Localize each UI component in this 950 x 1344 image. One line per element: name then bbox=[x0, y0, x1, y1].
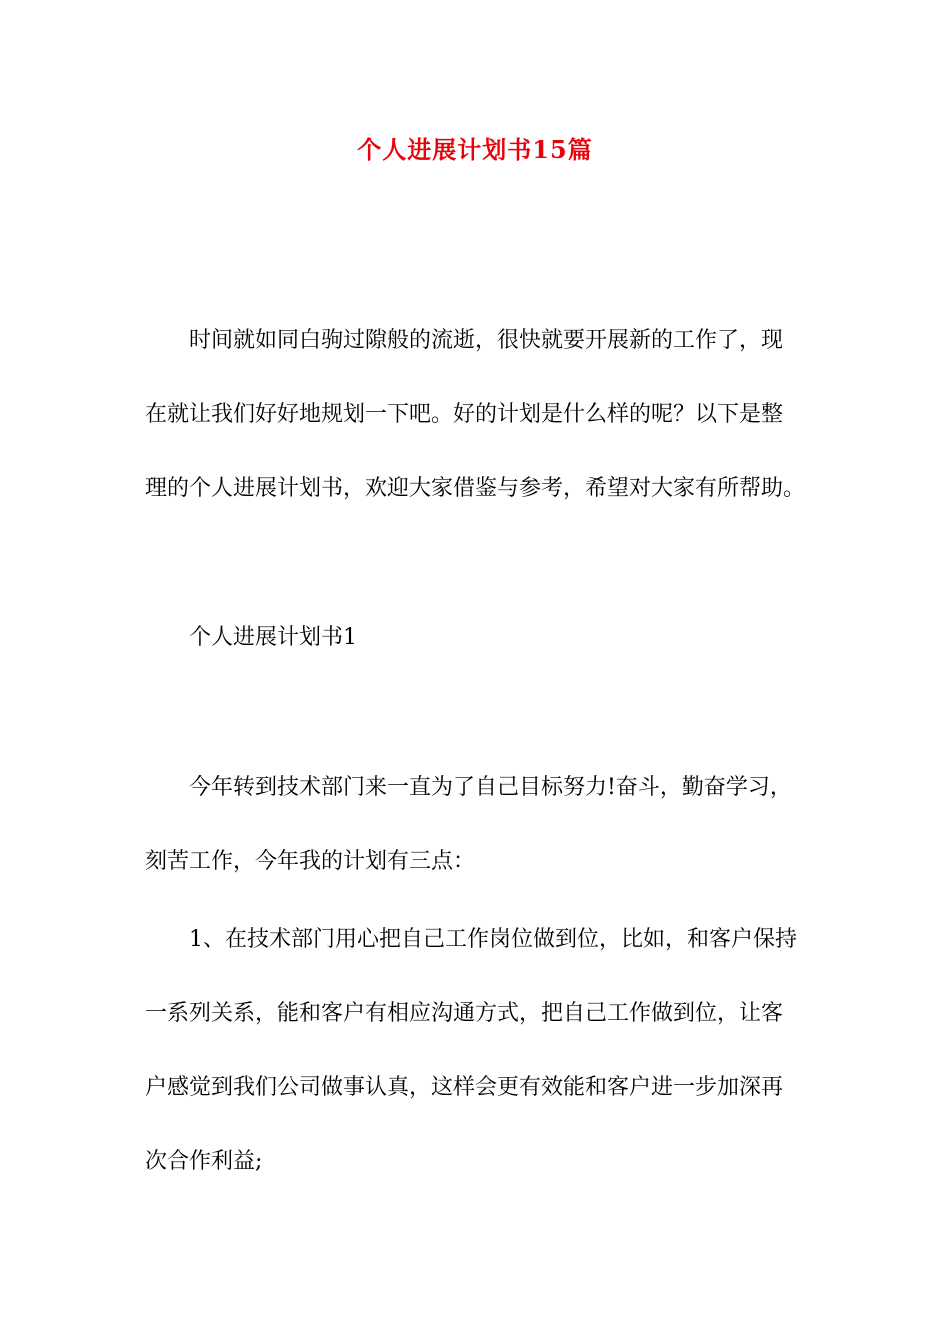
intro-paragraph bbox=[145, 304, 810, 526]
body-paragraph-2-line-3: 户感觉到我们公司做事认真，这样会更有效能和客户进一步加深再 bbox=[145, 1075, 784, 1100]
document-title: 个人进展计划书15篇 bbox=[357, 135, 593, 164]
body-paragraph-2 bbox=[145, 903, 810, 1199]
body-paragraph-1-line-2: 刻苦工作，今年我的计划有三点： bbox=[145, 849, 476, 874]
section-heading-block bbox=[145, 601, 810, 675]
intro-line-3: 理的个人进展计划书，欢迎大家借鉴与参考，希望对大家有所帮助。 bbox=[145, 476, 806, 501]
body-paragraph-1-line-1: 今年转到技术部门来一直为了自己目标努力!奋斗，勤奋学习， bbox=[189, 775, 792, 800]
body-paragraph-2-line-4: 次合作利益; bbox=[145, 1149, 263, 1174]
intro-line-2: 在就让我们好好地规划一下吧。好的计划是什么样的呢？以下是整 bbox=[145, 402, 784, 427]
body-paragraph-2-line-1: 1、在技术部门用心把自己工作岗位做到位，比如，和客户保持 bbox=[189, 927, 797, 952]
body-paragraph-2-line-2: 一系列关系，能和客户有相应沟通方式，把自己工作做到位，让客 bbox=[145, 1001, 784, 1026]
body-paragraph-1 bbox=[145, 751, 810, 899]
section-heading: 个人进展计划书1 bbox=[189, 625, 357, 650]
intro-line-1: 时间就如同白驹过隙般的流逝，很快就要开展新的工作了，现 bbox=[189, 328, 784, 353]
